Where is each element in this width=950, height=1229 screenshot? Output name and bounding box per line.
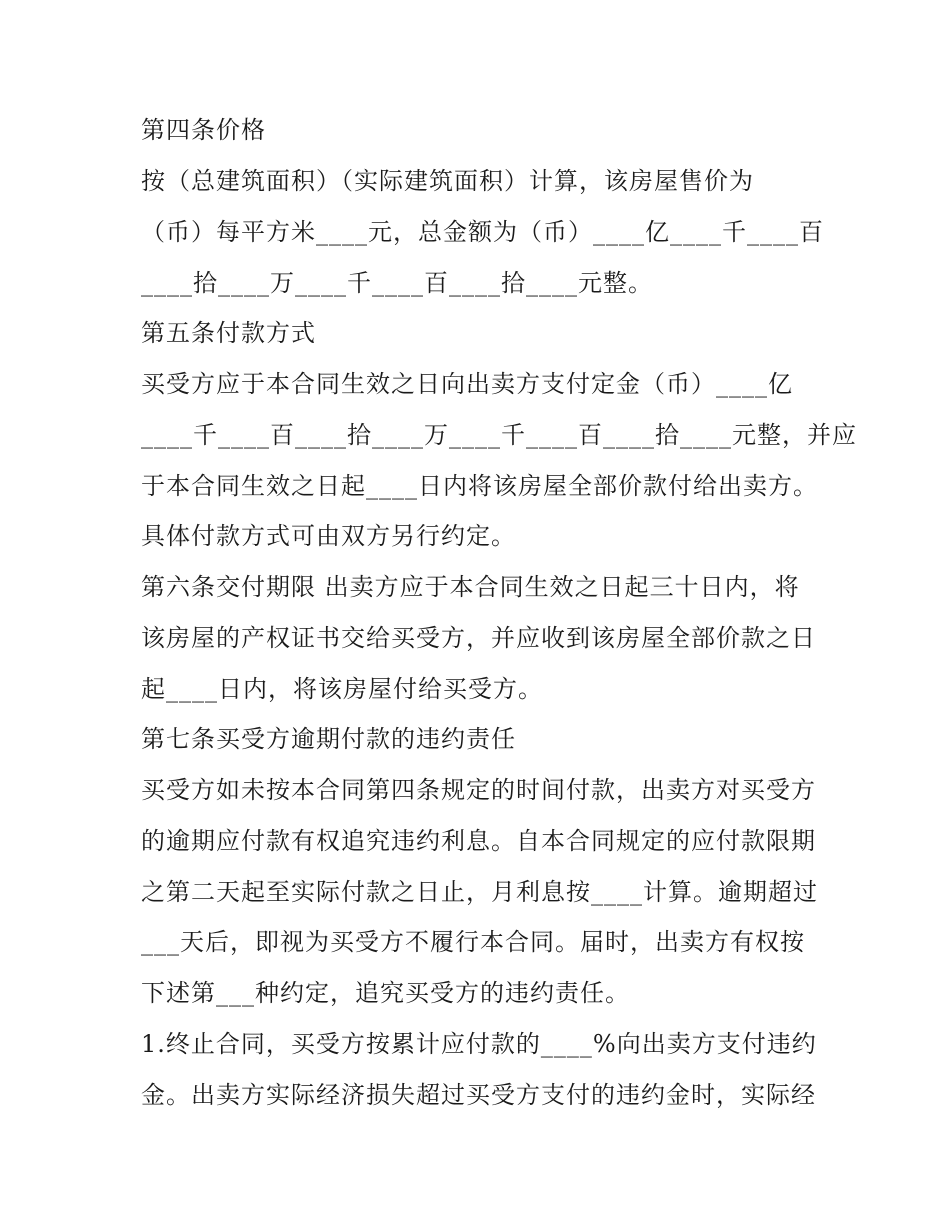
article-7-heading: 第七条买受方逾期付款的违约责任 xyxy=(141,725,516,753)
article-5-text-line-3: 于本合同生效之日起____日内将该房屋全部价款付给出卖方。 xyxy=(141,472,818,500)
article-4-text-line-1: 按（总建筑面积）（实际建筑面积）计算，该房屋售价为 xyxy=(141,167,754,195)
article-4-text-line-2: （币）每平方米____元，总金额为（币）____亿____千____百 xyxy=(141,218,824,246)
article-5-text-line-4: 具体付款方式可由双方另行约定。 xyxy=(141,522,516,550)
article-5-text-line-1: 买受方应于本合同生效之日向出卖方支付定金（币）____亿 xyxy=(141,370,793,398)
article-7-text-line-4: ___天后，即视为买受方不履行本合同。届时，出卖方有权按 xyxy=(141,928,805,956)
clause-1-text-line-2: 金。出卖方实际经济损失超过买受方支付的违约金时，实际经 xyxy=(141,1081,816,1109)
article-4-text-line-3: ____拾____万____千____百____拾____元整。 xyxy=(141,269,653,297)
article-7-text-line-1: 买受方如未按本合同第四条规定的时间付款，出卖方对买受方 xyxy=(141,776,816,804)
article-4-heading: 第四条价格 xyxy=(141,116,266,144)
article-6-text-line-2: 该房屋的产权证书交给买受方，并应收到该房屋全部价款之日 xyxy=(141,624,816,652)
article-7-text-line-2: 的逾期应付款有权追究违约利息。自本合同规定的应付款限期 xyxy=(141,827,816,855)
article-5-text-line-2: ____千____百____拾____万____千____百____拾____元整，并应 xyxy=(141,421,857,449)
article-6-text-line-3: 起____日内，将该房屋付给买受方。 xyxy=(141,675,543,703)
article-7-text-line-5: 下述第___种约定，追究买受方的违约责任。 xyxy=(141,979,630,1007)
article-5-heading: 第五条付款方式 xyxy=(141,319,316,347)
clause-1-text-line-1: 1.终止合同，买受方按累计应付款的____%向出卖方支付违约 xyxy=(141,1030,817,1058)
article-7-text-line-3: 之第二天起至实际付款之日止，月利息按____计算。逾期超过 xyxy=(141,878,818,906)
article-6-text-line-1: 第六条交付期限 出卖方应于本合同生效之日起三十日内，将 xyxy=(141,573,800,601)
